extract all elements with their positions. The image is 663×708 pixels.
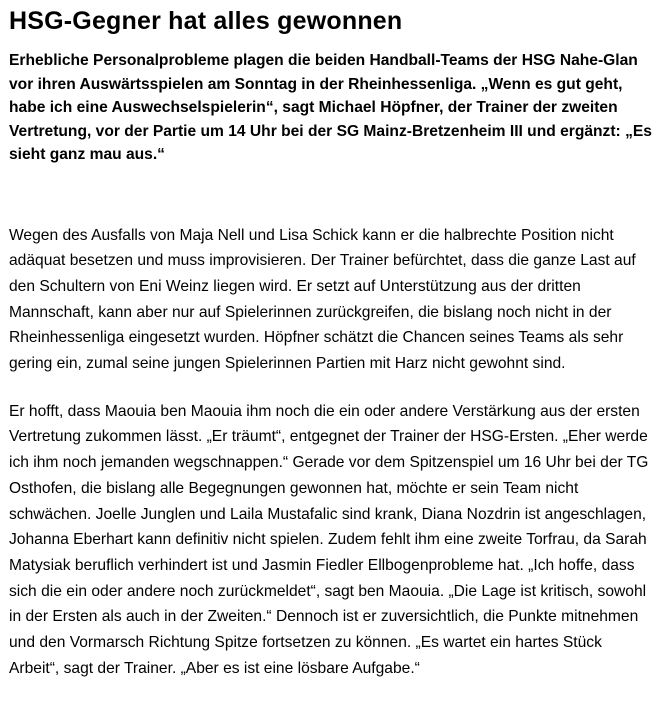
article-headline: HSG-Gegner hat alles gewonnen	[9, 7, 403, 35]
article	[9, 0, 653, 681]
article-lead: Erhebliche Personalprobleme plagen die beiden Handball-Teams der HSG Nahe-Glan vor ihren Auswärtsspielen am Sonntag in der Rheinhessenliga. „Wenn es gut geht, habe ich eine Auswechselspielerin“, sagt Michael Höpfner, der Trainer der zweiten Vertretung, vor der Partie um 14 Uhr bei der SG Mainz-Bretzenheim III und ergänzt: „Es sieht ganz mau aus.“	[9, 52, 652, 163]
article-paragraph: Wegen des Ausfalls von Maja Nell und Lisa Schick kann er die halbrechte Position nicht adäquat besetzen und muss improvisieren. Der Trainer befürchtet, dass die ganze Last auf den Schultern von Eni Weinz liegen wird. Er setzt auf Unterstützung aus der dritten Mannschaft, kann aber nur auf Spielerinnen zurückgreifen, die bislang noch nicht in der Rheinhessenliga eingesetzt wurden. Höpfner schätzt die Chancen seines Teams als sehr gering ein, zumal seine jungen Spielerinnen Partien mit Harz nicht gewohnt sind.	[9, 226, 636, 373]
article-paragraph: Er hofft, dass Maouia ben Maouia ihm noch die ein oder andere Verstärkung aus der ersten Vertretung zukommen lässt. „Er träumt“, entgegnet der Trainer der HSG-Ersten. „Eher werde ich ihm noch jemanden wegschnappen.“ Gerade vor dem Spitzenspiel um 16 Uhr bei der TG Osthofen, die bislang alle Begegnungen gewonnen hat, möchte er sein Team nicht schwächen. Joelle Junglen und Laila Mustafalic sind krank, Diana Nozdrin ist angeschlagen, Johanna Eberhart kann definitiv nicht spielen. Zudem fehlt ihm eine zweite Torfrau, da Sarah Matysiak beruflich verhindert ist und Jasmin Fiedler Ellbogenprobleme hat. „Ich hoffe, dass sich die ein oder andere noch zurückmeldet“, sagt ben Maouia. „Die Lage ist kritisch, sowohl in der Ersten als auch in der Zweiten.“ Dennoch ist er zuversichtlich, die Punkte mitnehmen und den Vormarsch Richtung Spitze fortsetzen zu können. „Es wartet ein hartes Stück Arbeit“, sagt der Trainer. „Aber es ist eine lösbare Aufgabe.“	[9, 402, 649, 677]
